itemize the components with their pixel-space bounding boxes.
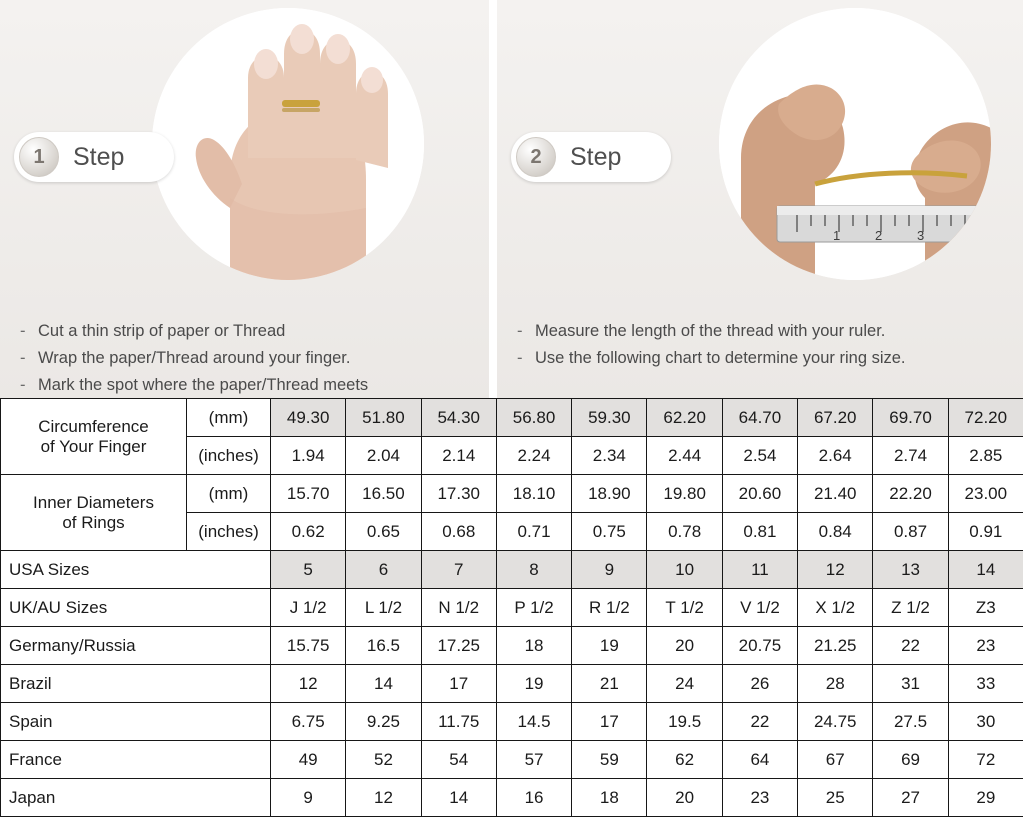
row-label: UK/AU Sizes: [1, 589, 271, 627]
row-label: USA Sizes: [1, 551, 271, 589]
data-cell: T 1/2: [647, 589, 722, 627]
step-2-badge: [511, 132, 671, 182]
data-cell: 19.5: [647, 703, 722, 741]
data-cell: 64.70: [722, 399, 797, 437]
data-cell: 15.70: [271, 475, 346, 513]
data-cell: 23: [722, 779, 797, 817]
step-1-photo: [152, 8, 424, 280]
step-2-panel: [497, 0, 1023, 398]
data-cell: 18.90: [572, 475, 647, 513]
data-cell: 64: [722, 741, 797, 779]
data-cell: 24.75: [798, 703, 873, 741]
data-cell: Z 1/2: [873, 589, 948, 627]
data-cell: 19: [572, 627, 647, 665]
data-cell: 18: [572, 779, 647, 817]
data-cell: 2.54: [722, 437, 797, 475]
data-cell: 0.81: [722, 513, 797, 551]
data-cell: 9.25: [346, 703, 421, 741]
data-cell: 2.34: [572, 437, 647, 475]
data-cell: 17.30: [421, 475, 496, 513]
svg-text:3: 3: [917, 228, 925, 243]
row-label: Brazil: [1, 665, 271, 703]
dash-icon: -: [20, 349, 26, 367]
data-cell: 26: [722, 665, 797, 703]
data-cell: 22: [873, 627, 948, 665]
step-1-panel: [0, 0, 489, 398]
data-cell: 8: [496, 551, 571, 589]
data-cell: 11: [722, 551, 797, 589]
data-cell: 10: [647, 551, 722, 589]
data-cell: 9: [271, 779, 346, 817]
data-cell: V 1/2: [722, 589, 797, 627]
data-cell: 18.10: [496, 475, 571, 513]
data-cell: 18: [496, 627, 571, 665]
data-cell: 30: [948, 703, 1023, 741]
svg-text:1: 1: [833, 228, 841, 243]
data-cell: 2.04: [346, 437, 421, 475]
table-row: [1, 475, 1023, 513]
data-cell: 59: [572, 741, 647, 779]
data-cell: 27: [873, 779, 948, 817]
dash-icon: -: [20, 322, 26, 340]
data-cell: X 1/2: [798, 589, 873, 627]
data-cell: 28: [798, 665, 873, 703]
data-cell: 19.80: [647, 475, 722, 513]
list-item: [20, 372, 368, 398]
data-cell: 23: [948, 627, 1023, 665]
data-cell: 23.00: [948, 475, 1023, 513]
data-cell: 29: [948, 779, 1023, 817]
data-cell: 0.65: [346, 513, 421, 551]
data-cell: 14: [346, 665, 421, 703]
data-cell: 1.94: [271, 437, 346, 475]
data-cell: 21.40: [798, 475, 873, 513]
step-2-instructions: [517, 318, 906, 372]
data-cell: 49.30: [271, 399, 346, 437]
data-cell: 19: [496, 665, 571, 703]
step-1-badge: [14, 132, 174, 182]
hand-measuring-thread-illustration: [719, 8, 991, 280]
data-cell: 17: [572, 703, 647, 741]
data-cell: Z3: [948, 589, 1023, 627]
data-cell: 54: [421, 741, 496, 779]
data-cell: 16: [496, 779, 571, 817]
data-cell: 62: [647, 741, 722, 779]
data-cell: 2.64: [798, 437, 873, 475]
step-2-photo: [719, 8, 991, 280]
data-cell: 16.50: [346, 475, 421, 513]
data-cell: 2.14: [421, 437, 496, 475]
list-item: [517, 318, 906, 345]
data-cell: 12: [798, 551, 873, 589]
dash-icon: -: [20, 376, 26, 394]
hand-with-thread-illustration: [152, 8, 424, 280]
data-cell: 5: [271, 551, 346, 589]
data-cell: 7: [421, 551, 496, 589]
step-1-instructions: [20, 318, 368, 398]
data-cell: 31: [873, 665, 948, 703]
data-cell: 2.74: [873, 437, 948, 475]
unit-cell: (inches): [187, 513, 271, 551]
data-cell: 0.68: [421, 513, 496, 551]
data-cell: 20: [647, 779, 722, 817]
step-1-label: Step: [73, 142, 125, 171]
data-cell: N 1/2: [421, 589, 496, 627]
data-cell: 0.62: [271, 513, 346, 551]
data-cell: 59.30: [572, 399, 647, 437]
data-cell: 12: [346, 779, 421, 817]
instruction-text: Use the following chart to determine your ring size.: [535, 349, 906, 367]
size-chart-section: [0, 398, 1023, 817]
data-cell: 49: [271, 741, 346, 779]
data-cell: 56.80: [496, 399, 571, 437]
data-cell: 69.70: [873, 399, 948, 437]
data-cell: 17.25: [421, 627, 496, 665]
data-cell: 0.91: [948, 513, 1023, 551]
data-cell: 22: [722, 703, 797, 741]
data-cell: 14: [948, 551, 1023, 589]
data-cell: 14: [421, 779, 496, 817]
data-cell: 72.20: [948, 399, 1023, 437]
table-row: [1, 741, 1023, 779]
data-cell: 20: [647, 627, 722, 665]
data-cell: 67.20: [798, 399, 873, 437]
steps-section: [0, 0, 1023, 398]
data-cell: 24: [647, 665, 722, 703]
row-label: France: [1, 741, 271, 779]
data-cell: 62.20: [647, 399, 722, 437]
unit-cell: (mm): [187, 399, 271, 437]
data-cell: 20.60: [722, 475, 797, 513]
instruction-text: Mark the spot where the paper/Thread meets: [38, 376, 369, 394]
table-row: [1, 665, 1023, 703]
data-cell: 12: [271, 665, 346, 703]
data-cell: P 1/2: [496, 589, 571, 627]
data-cell: 17: [421, 665, 496, 703]
list-item: [517, 345, 906, 372]
data-cell: 0.84: [798, 513, 873, 551]
table-row: [1, 399, 1023, 437]
table-row: [1, 627, 1023, 665]
table-row: [1, 703, 1023, 741]
data-cell: 67: [798, 741, 873, 779]
data-cell: 21: [572, 665, 647, 703]
unit-cell: (inches): [187, 437, 271, 475]
data-cell: 0.71: [496, 513, 571, 551]
ring-size-conversion-table: [0, 398, 1023, 817]
data-cell: 2.24: [496, 437, 571, 475]
data-cell: 15.75: [271, 627, 346, 665]
data-cell: 2.85: [948, 437, 1023, 475]
data-cell: 51.80: [346, 399, 421, 437]
data-cell: 69: [873, 741, 948, 779]
data-cell: 54.30: [421, 399, 496, 437]
data-cell: 22.20: [873, 475, 948, 513]
row-label: Spain: [1, 703, 271, 741]
step-1-number: 1: [19, 137, 59, 177]
dash-icon: -: [517, 322, 523, 340]
data-cell: 14.5: [496, 703, 571, 741]
data-cell: 16.5: [346, 627, 421, 665]
data-cell: 11.75: [421, 703, 496, 741]
data-cell: 6.75: [271, 703, 346, 741]
list-item: [20, 318, 368, 345]
data-cell: R 1/2: [572, 589, 647, 627]
row-group-label: Circumference of Your Finger: [1, 399, 187, 475]
data-cell: 25: [798, 779, 873, 817]
data-cell: 13: [873, 551, 948, 589]
row-group-label: Inner Diameters of Rings: [1, 475, 187, 551]
step-2-number: 2: [516, 137, 556, 177]
data-cell: 9: [572, 551, 647, 589]
unit-cell: (mm): [187, 475, 271, 513]
data-cell: 2.44: [647, 437, 722, 475]
data-cell: J 1/2: [271, 589, 346, 627]
data-cell: L 1/2: [346, 589, 421, 627]
data-cell: 72: [948, 741, 1023, 779]
data-cell: 0.87: [873, 513, 948, 551]
data-cell: 20.75: [722, 627, 797, 665]
dash-icon: -: [517, 349, 523, 367]
data-cell: 0.78: [647, 513, 722, 551]
panel-divider: [489, 0, 497, 398]
data-cell: 27.5: [873, 703, 948, 741]
row-label: Germany/Russia: [1, 627, 271, 665]
data-cell: 0.75: [572, 513, 647, 551]
table-row: [1, 589, 1023, 627]
table-row: [1, 779, 1023, 817]
data-cell: 52: [346, 741, 421, 779]
data-cell: 33: [948, 665, 1023, 703]
svg-text:2: 2: [875, 228, 883, 243]
data-cell: 21.25: [798, 627, 873, 665]
instruction-text: Measure the length of the thread with your ruler.: [535, 322, 886, 340]
data-cell: 6: [346, 551, 421, 589]
row-label: Japan: [1, 779, 271, 817]
instruction-text: Wrap the paper/Thread around your finger.: [38, 349, 351, 367]
list-item: [20, 345, 368, 372]
step-2-label: Step: [570, 142, 622, 171]
data-cell: 57: [496, 741, 571, 779]
table-row: [1, 551, 1023, 589]
instruction-text: Cut a thin strip of paper or Thread: [38, 322, 286, 340]
